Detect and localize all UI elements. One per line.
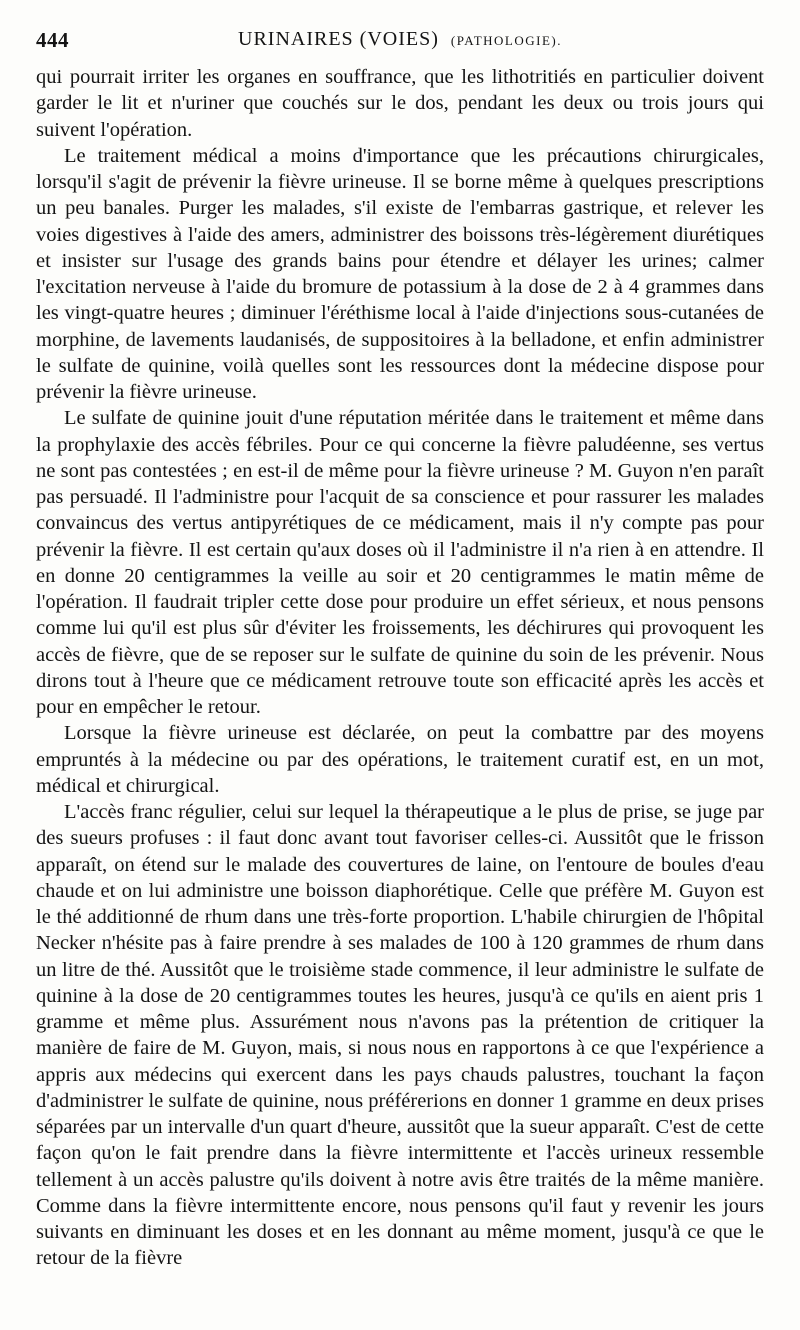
paragraph-continued: qui pourrait irriter les organes en souffrance, que les lithotritiés en particulier doivent garder le lit et n'uriner que couchés sur le dos, pendant les deux ou trois jours qui suivent l'opération. <box>36 66 764 141</box>
running-title: URINAIRES (VOIES) <box>238 28 439 50</box>
paragraph-quinine: Le sulfate de quinine jouit d'une réputation méritée dans le traitement et même dans la prophylaxie des accès fébriles. Pour ce qui concerne la fièvre paludéenne, ses vertus ne sont pas contestées ; en est-il de même pour la fièvre urineuse ? M. Guyon n'en paraît pas persuadé. Il l'administre pour l'acquit de sa conscience et pour rassurer les malades convaincus des vertus antipyrétiques de ce médicament, mais il n'y compte pas pour prévenir la fièvre. Il est certain qu'aux doses où il l'administre il n'a rien à en attendre. Il en donne 20 centigrammes la veille au soir et 20 centigrammes le matin même de l'opération. Il faudrait tripler cette dose pour produire un effet sérieux, et nous pensons comme lui qu'il est plus sûr d'éviter les froissements, les déchirures qui provoquent les accès de fièvre, que de se reposer sur le sulfate de quinine du soin de les prévenir. Nous dirons tout à l'heure que ce médicament retrouve toute son efficacité après les accès et pour en empêcher le retour. <box>36 407 764 718</box>
paragraph-medical-treatment: Le traitement médical a moins d'importance que les précautions chirurgicales, lorsqu'il s'agit de prévenir la fièvre urineuse. Il se borne même à quelques prescriptions un peu banales. Purger les malades, s'il existe de l'embarras gastrique, et relever les voies digestives à l'aide des amers, administrer des boissons très-légèrement diurétiques et insister sur l'usage des grands bains pour étendre et délayer les urines; calmer l'excitation nerveuse à l'aide du bromure de potassium à la dose de 2 à 4 grammes dans les vingt-quatre heures ; diminuer l'éréthisme local à l'aide d'injections sous-cutanées de morphine, de lavements laudanisés, de suppositoires à la belladone, et enfin administrer le sulfate de quinine, voilà quelles sont les ressources dont la médecine dispose pour prévenir la fièvre urineuse. <box>36 144 764 403</box>
body-text <box>36 64 764 1272</box>
running-head <box>36 28 764 51</box>
running-subtitle: (PATHOLOGIE). <box>450 33 562 48</box>
paragraph-regular-access: L'accès franc régulier, celui sur lequel la thérapeutique a le plus de prise, se juge par des sueurs profuses : il faut donc avant tout favoriser celles-ci. Aussitôt que le frisson apparaît, on étend sur le malade des couvertures de laine, on l'entoure de boules d'eau chaude et on lui administre une boisson diaphorétique. Celle que préfère M. Guyon est le thé additionné de rhum dans une très-forte proportion. L'habile chirurgien de l'hôpital Necker n'hésite pas à faire prendre à ses malades de 100 à 120 grammes de rhum dans un litre de thé. Aussitôt que le troisième stade commence, il leur administre le sulfate de quinine à la dose de 20 centigrammes toutes les heures, jusqu'à ce qu'ils en aient pris 1 gramme et même plus. Assurément nous n'avons pas la prétention de critiquer la manière de faire de M. Guyon, mais, si nous nous en rapportons à ce que l'expérience a appris aux médecins qui exercent dans les pays chauds palustres, touchant la façon d'administrer le sulfate de quinine, nous préférerions en donner 1 gramme en deux prises séparées par un intervalle d'un quart d'heure, aussitôt que la sueur apparaît. C'est de cette façon qu'on le fait prendre dans la fièvre intermittente et l'accès urineux ressemble tellement à un accès palustre qu'ils doivent à notre avis être traités de la même manière. Comme dans la fièvre intermittente encore, nous pensons qu'il faut y revenir les jours suivants en diminuant les doses et en les donnant au même moment, jusqu'à ce que le retour de la fièvre <box>36 801 764 1270</box>
paragraph-declared-fever: Lorsque la fièvre urineuse est déclarée, on peut la combattre par des moyens empruntés à la médecine ou par des opérations, le traitement curatif est, en un mot, médical et chirurgical. <box>36 722 764 797</box>
page-number: 444 <box>36 28 69 52</box>
page-header <box>36 28 764 58</box>
